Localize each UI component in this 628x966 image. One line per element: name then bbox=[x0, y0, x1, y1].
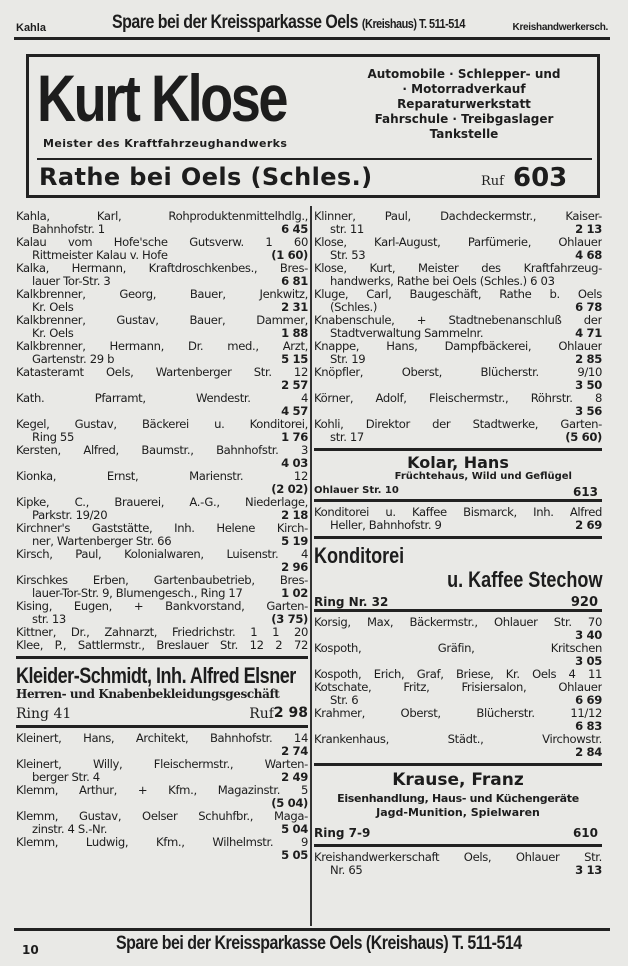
ad-company-name: Kurt Klose bbox=[37, 61, 287, 135]
ad-phone: 603 bbox=[513, 163, 568, 193]
entry-spacer bbox=[314, 379, 602, 392]
entry-line-1: Kersten, Alfred, Baumstr., Bahnhofstr. 3 bbox=[16, 444, 308, 457]
entry-phone-number: 2 31 bbox=[281, 300, 308, 314]
entry-spacer bbox=[16, 561, 308, 574]
directory-entry bbox=[314, 418, 602, 444]
entry-line-1: Klemm, Arthur, + Kfm., Magazinstr. 5 bbox=[16, 784, 308, 797]
entry-line-1: Korsig, Max, Bäckermstr., Ohlauer Str. 70 bbox=[314, 616, 602, 629]
directory-entry bbox=[314, 210, 602, 236]
entry-line-2: Bahnhofstr. 1 bbox=[32, 223, 105, 236]
directory-entry bbox=[16, 340, 308, 366]
page-header bbox=[14, 10, 610, 40]
entry-line-1: Klose, Karl-August, Parfümerie, Ohlauer bbox=[314, 236, 602, 249]
directory-entry bbox=[16, 522, 308, 548]
directory-entry bbox=[314, 506, 602, 532]
entry-line-1: Kirschkes Erben, Gartenbaubetrieb, Bres- bbox=[16, 574, 308, 587]
directory-entry bbox=[16, 600, 308, 626]
ad-service-line: Reparaturwerkstatt bbox=[397, 97, 531, 111]
page-footer bbox=[14, 928, 610, 958]
directory-entry bbox=[16, 262, 308, 288]
header-slogan bbox=[112, 12, 465, 34]
ad-service-line: Fahrschule · Treibgaslager bbox=[374, 112, 554, 126]
directory-entry bbox=[314, 392, 602, 418]
entry-phone-number: 2 84 bbox=[575, 745, 602, 759]
directory-entry bbox=[16, 236, 308, 262]
ad-konditorei-stechow bbox=[314, 536, 602, 612]
page-number: 10 bbox=[22, 943, 39, 957]
entry-line-2: Str. 6 bbox=[330, 694, 359, 707]
directory-entry bbox=[314, 616, 602, 642]
left-entry-list-2 bbox=[16, 732, 308, 862]
directory-entry bbox=[16, 314, 308, 340]
entry-line-1: Kirsch, Paul, Kolonialwaren, Luisenstr. 4 bbox=[16, 548, 308, 561]
entry-line-2: Kr. Oels bbox=[32, 327, 74, 340]
entry-line-1: Klinner, Paul, Dachdeckermstr., Kaiser- bbox=[314, 210, 602, 223]
entry-spacer bbox=[314, 405, 602, 418]
entry-line-2: str. 17 bbox=[330, 431, 364, 444]
entry-spacer bbox=[314, 720, 602, 733]
entry-line-2: berger Str. 4 bbox=[32, 771, 100, 784]
directory-entry bbox=[314, 288, 602, 314]
entry-phone-number: (5 04) bbox=[271, 796, 308, 810]
entry-spacer bbox=[16, 797, 308, 810]
entry-line-1: Klose, Kurt, Meister des Kraftfahrzeug- bbox=[314, 262, 602, 275]
entry-line-1: Konditorei u. Kaffee Bismarck, Inh. Alfred bbox=[314, 506, 602, 519]
entry-line-2: ner, Wartenberger Str. 66 bbox=[32, 535, 172, 548]
entry-line-1: Kalkbrenner, Georg, Bauer, Jenkwitz, bbox=[16, 288, 308, 301]
directory-entry bbox=[16, 836, 308, 862]
entry-line-1: Kalau vom Hofe'sche Gutsverw. 1 60 bbox=[16, 236, 308, 249]
entry-spacer bbox=[314, 629, 602, 642]
directory-entry bbox=[16, 444, 308, 470]
entry-phone-number: 4 03 bbox=[281, 456, 308, 470]
directory-entry bbox=[314, 733, 602, 759]
entry-line-1: Kleinert, Hans, Architekt, Bahnhofstr. 14 bbox=[16, 732, 308, 745]
entry-phone-number: 3 05 bbox=[575, 654, 602, 668]
directory-entry bbox=[314, 851, 602, 877]
directory-entry bbox=[314, 236, 602, 262]
entry-phone-number: (3 75) bbox=[271, 612, 308, 626]
directory-entry bbox=[16, 810, 308, 836]
header-slogan-small: (Kreishaus) T. 511-514 bbox=[361, 16, 465, 31]
entry-phone-number: 2 69 bbox=[575, 518, 602, 532]
right-entry-list-4 bbox=[314, 851, 602, 877]
entry-spacer bbox=[16, 745, 308, 758]
footer-slogan: Spare bei der Kreissparkasse Oels (Kreishaus) T. 511-514 bbox=[116, 933, 522, 954]
ad-kolar-name: Kolar, Hans bbox=[407, 453, 509, 472]
ad-kurt-klose bbox=[26, 54, 600, 198]
entry-spacer bbox=[16, 849, 308, 862]
directory-entry bbox=[16, 288, 308, 314]
column-divider bbox=[310, 206, 312, 926]
entry-line-1: Kohli, Direktor der Stadtwerke, Garten- bbox=[314, 418, 602, 431]
ad-schmidt-name: Kleider-Schmidt, Inh. Alfred Elsner bbox=[16, 663, 296, 688]
entry-line-1: Kospoth, Erich, Graf, Briese, Kr. Oels 4 11 bbox=[314, 668, 602, 681]
entry-line-1: Kipke, C., Brauerei, A.-G., Niederlage, bbox=[16, 496, 308, 509]
entry-phone-number: 5 15 bbox=[281, 352, 308, 366]
entry-line-1: Kreishandwerkerschaft Oels, Ohlauer Str. bbox=[314, 851, 602, 864]
entry-line-1: Klemm, Gustav, Oelser Schuhfbr., Maga- bbox=[16, 810, 308, 823]
entry-phone-number: 2 13 bbox=[575, 222, 602, 236]
entry-line-2: Kr. Oels bbox=[32, 301, 74, 314]
entry-phone-number: (2 02) bbox=[271, 482, 308, 496]
directory-entry bbox=[314, 340, 602, 366]
entry-phone-number: 1 76 bbox=[281, 430, 308, 444]
ad-service-line: Automobile · Schlepper- und bbox=[367, 67, 561, 81]
ad-schmidt-line: Herren- und Knabenbekleidungsgeschäft bbox=[16, 687, 280, 701]
entry-phone-number: 3 13 bbox=[575, 863, 602, 877]
ad-stechow-line1: Konditorei bbox=[314, 543, 405, 568]
entry-phone-number: 3 50 bbox=[575, 378, 602, 392]
entry-line-1: Krankenhaus, Städt., Virchowstr. bbox=[314, 733, 602, 746]
directory-entry bbox=[314, 262, 602, 288]
entry-line-2: str. 11 bbox=[330, 223, 364, 236]
ad-ruf-label: Ruf bbox=[481, 174, 504, 189]
ad-krause-phone: 610 bbox=[572, 826, 598, 840]
entry-line-2: Str. 53 bbox=[330, 249, 366, 262]
entry-line-2: Stadtverwaltung Sammelnr. bbox=[330, 327, 484, 340]
left-column bbox=[16, 210, 308, 862]
directory-entry bbox=[16, 784, 308, 810]
ad-kolar-address: Ohlauer Str. 10 bbox=[314, 485, 399, 496]
entry-phone-number: 3 40 bbox=[575, 628, 602, 642]
directory-entry bbox=[16, 366, 308, 392]
entry-line-2: handwerks, Rathe bei Oels (Schles.) 6 03 bbox=[330, 275, 555, 288]
ad-krause-name: Krause, Franz bbox=[392, 770, 524, 790]
entry-line-1: Kath. Pfarramt, Wendestr. 4 bbox=[16, 392, 308, 405]
ad-schmidt-ruf: Ruf bbox=[249, 706, 274, 722]
entry-phone-number: 2 57 bbox=[281, 378, 308, 392]
entry-phone-number: 1 88 bbox=[281, 326, 308, 340]
directory-entry bbox=[16, 732, 308, 758]
directory-entry bbox=[16, 626, 308, 639]
entry-spacer bbox=[16, 483, 308, 496]
entry-line-2: Gartenstr. 29 b bbox=[32, 353, 115, 366]
entry-line-1: Kotschate, Fritz, Frisiersalon, Ohlauer bbox=[314, 681, 602, 694]
entry-line-1: Kalka, Hermann, Kraftdroschkenbes., Bres- bbox=[16, 262, 308, 275]
left-entry-list bbox=[16, 210, 308, 652]
entry-line-2: Ring 55 bbox=[32, 431, 74, 444]
entry-line-2: Heller, Bahnhofstr. 9 bbox=[330, 519, 442, 532]
ad-krause-sub2: Jagd-Munition, Spielwaren bbox=[376, 806, 540, 819]
entry-line-2: (Schles.) bbox=[330, 301, 378, 314]
entry-phone-number: 5 05 bbox=[281, 848, 308, 862]
entry-spacer bbox=[16, 405, 308, 418]
entry-phone-number: 2 49 bbox=[281, 770, 308, 784]
ad-krause-address: Ring 7-9 bbox=[314, 826, 371, 840]
ad-services bbox=[329, 67, 599, 142]
entry-phone-number: 1 02 bbox=[281, 586, 308, 600]
entry-line-1: Klemm, Ludwig, Kfm., Wilhelmstr. 9 bbox=[16, 836, 308, 849]
ad-stechow-phone: 920 bbox=[570, 595, 598, 610]
ad-krause-franz bbox=[314, 763, 602, 847]
header-keyword-right: Kreishandwerkersch. bbox=[512, 22, 608, 33]
ad-divider bbox=[37, 158, 592, 160]
entry-line-1: Klee, P., Sattlermstr., Breslauer Str. 12 2 72 bbox=[16, 639, 308, 652]
entry-line-1: Kionka, Ernst, Marienstr. 12 bbox=[16, 470, 308, 483]
entry-phone-number: 6 69 bbox=[575, 693, 602, 707]
entry-phone-number: 4 68 bbox=[575, 248, 602, 262]
entry-phone-number: 3 56 bbox=[575, 404, 602, 418]
header-keyword-left: Kahla bbox=[16, 22, 46, 34]
entry-phone-number: (1 60) bbox=[271, 248, 308, 262]
directory-entry bbox=[16, 639, 308, 652]
ad-service-line: Tankstelle bbox=[429, 127, 499, 141]
entry-phone-number: 2 74 bbox=[281, 744, 308, 758]
directory-entry bbox=[314, 642, 602, 668]
entry-spacer bbox=[16, 457, 308, 470]
entry-line-2: Parkstr. 19/20 bbox=[32, 509, 108, 522]
directory-entry bbox=[314, 681, 602, 707]
ad-kolar-hans bbox=[314, 448, 602, 502]
right-column bbox=[314, 210, 602, 877]
entry-spacer bbox=[314, 655, 602, 668]
directory-entry bbox=[16, 496, 308, 522]
directory-entry bbox=[16, 758, 308, 784]
entry-line-2: Nr. 65 bbox=[330, 864, 363, 877]
entry-phone-number: 6 83 bbox=[575, 719, 602, 733]
ad-krause-sub1: Eisenhandlung, Haus- und Küchengeräte bbox=[337, 792, 579, 805]
header-slogan-main: Spare bei der Kreissparkasse Oels bbox=[112, 12, 358, 33]
ad-kolar-phone: 613 bbox=[572, 485, 598, 499]
directory-entry bbox=[314, 668, 602, 681]
ad-schmidt-phone: 2 98 bbox=[273, 705, 308, 721]
entry-line-2: str. 13 bbox=[32, 613, 66, 626]
entry-phone-number: 6 81 bbox=[281, 274, 308, 288]
entry-line-1: Katasteramt Oels, Wartenberger Str. 12 bbox=[16, 366, 308, 379]
directory-entry bbox=[314, 314, 602, 340]
right-entry-list-2 bbox=[314, 506, 602, 532]
entry-line-1: Kalkbrenner, Gustav, Bauer, Dammer, bbox=[16, 314, 308, 327]
entry-phone-number: 2 85 bbox=[575, 352, 602, 366]
entry-line-1: Kalkbrenner, Hermann, Dr. med., Arzt, bbox=[16, 340, 308, 353]
entry-line-1: Kising, Eugen, + Bankvorstand, Garten- bbox=[16, 600, 308, 613]
directory-entry bbox=[16, 470, 308, 496]
entry-line-1: Körner, Adolf, Fleischermstr., Röhrstr. 8 bbox=[314, 392, 602, 405]
ad-company-subtitle: Meister des Kraftfahrzeughandwerks bbox=[43, 137, 288, 150]
entry-line-2: Rittmeister Kalau v. Hofe bbox=[32, 249, 168, 262]
entry-phone-number: 4 71 bbox=[575, 326, 602, 340]
entry-line-2: Str. 19 bbox=[330, 353, 366, 366]
entry-line-1: Kegel, Gustav, Bäckerei u. Konditorei, bbox=[16, 418, 308, 431]
entry-spacer bbox=[314, 746, 602, 759]
ad-kleider-schmidt bbox=[16, 656, 308, 728]
entry-phone-number: (5 60) bbox=[565, 430, 602, 444]
ad-service-line: · Motorradverkauf bbox=[402, 82, 526, 96]
entry-phone-number: 2 96 bbox=[281, 560, 308, 574]
entry-line-2: zinstr. 4 S.-Nr. bbox=[32, 823, 108, 836]
ad-kolar-sub: Früchtehaus, Wild und Geflügel bbox=[394, 471, 572, 482]
ad-stechow-address: Ring Nr. 32 bbox=[314, 595, 389, 609]
directory-entry bbox=[16, 210, 308, 236]
entry-phone-number: 6 45 bbox=[281, 222, 308, 236]
right-entry-list-3 bbox=[314, 616, 602, 759]
entry-phone-number: 6 78 bbox=[575, 300, 602, 314]
entry-line-1: Kospoth, Gräfin, Kritschen bbox=[314, 642, 602, 655]
entry-phone-number: 4 57 bbox=[281, 404, 308, 418]
entry-phone-number: 2 18 bbox=[281, 508, 308, 522]
directory-entry bbox=[16, 418, 308, 444]
entry-line-1: Kirchner's Gaststätte, Inh. Helene Kirch- bbox=[16, 522, 308, 535]
entry-line-1: Kahla, Karl, Rohproduktenmittelhdlg., bbox=[16, 210, 308, 223]
entry-spacer bbox=[16, 379, 308, 392]
ad-schmidt-address: Ring 41 bbox=[16, 706, 72, 722]
entry-line-1: Knabenschule, + Stadtnebenanschluß der bbox=[314, 314, 602, 327]
entry-line-2: lauer-Tor-Str. 9, Blumengesch., Ring 17 bbox=[32, 587, 243, 600]
right-entry-list bbox=[314, 210, 602, 444]
entry-line-1: Krahmer, Oberst, Blücherstr. 11/12 bbox=[314, 707, 602, 720]
directory-entry bbox=[314, 707, 602, 733]
entry-line-1: Knappe, Hans, Dampfbäckerei, Ohlauer bbox=[314, 340, 602, 353]
entry-phone-number: 5 19 bbox=[281, 534, 308, 548]
directory-entry bbox=[16, 392, 308, 418]
entry-line-2: lauer Tor-Str. 3 bbox=[32, 275, 111, 288]
entry-line-1: Kleinert, Willy, Fleischermstr., Warten- bbox=[16, 758, 308, 771]
directory-entry bbox=[314, 366, 602, 392]
entry-line-1: Kittner, Dr., Zahnarzt, Friedrichstr. 1 1 20 bbox=[16, 626, 308, 639]
directory-entry bbox=[16, 574, 308, 600]
directory-entry bbox=[16, 548, 308, 574]
entry-phone-number: 5 04 bbox=[281, 822, 308, 836]
entry-line-1: Kluge, Carl, Baugeschäft, Rathe b. Oels bbox=[314, 288, 602, 301]
ad-stechow-line2: u. Kaffee Stechow bbox=[446, 567, 602, 592]
ad-location: Rathe bei Oels (Schles.) bbox=[39, 163, 373, 191]
entry-line-1: Knöpfler, Oberst, Blücherstr. 9/10 bbox=[314, 366, 602, 379]
